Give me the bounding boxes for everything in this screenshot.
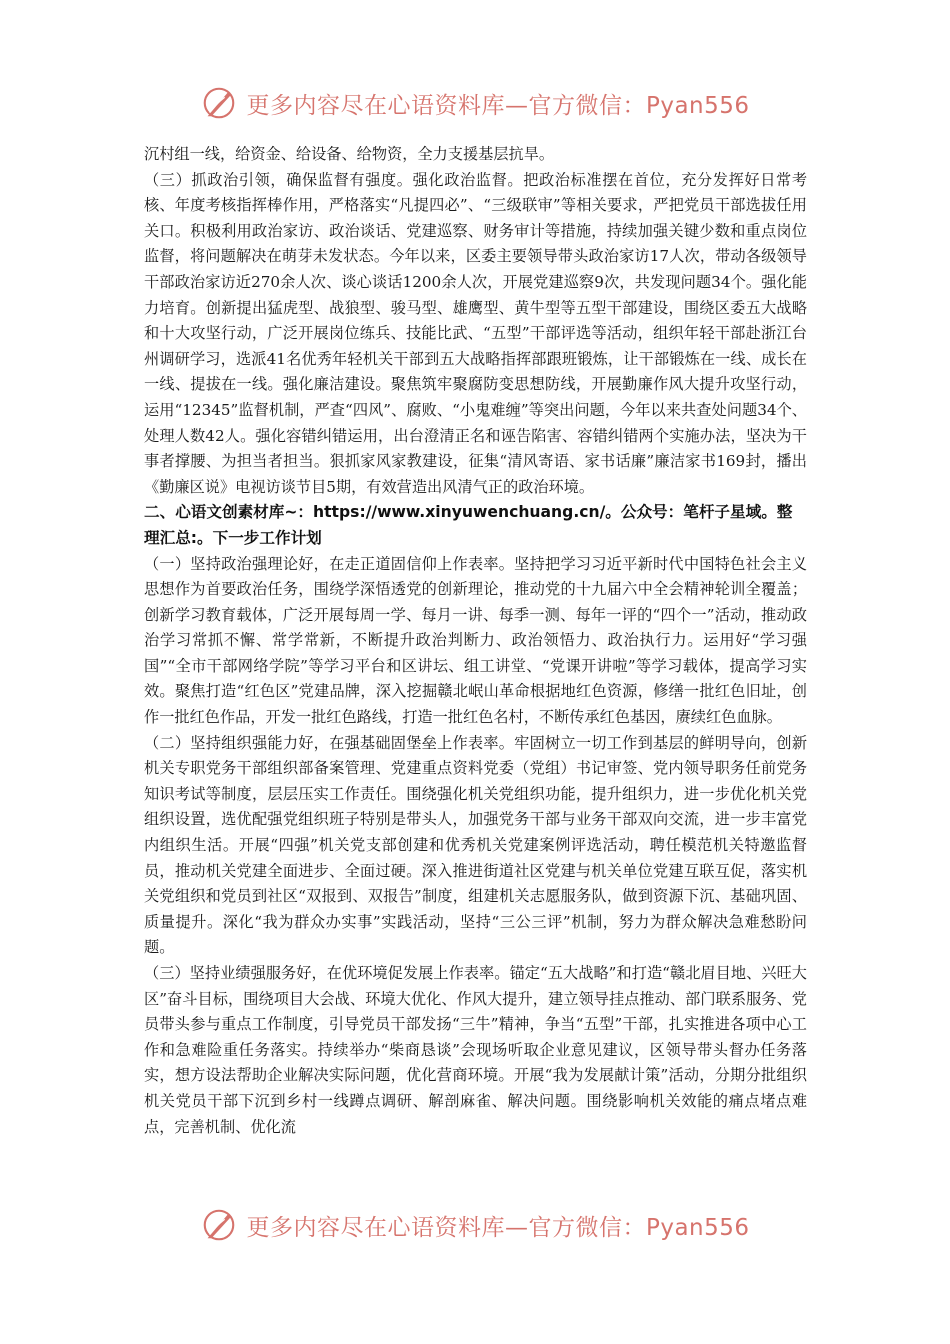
paragraph-plan-three: （三）坚持业绩强服务好，在优环境促发展上作表率。锚定“五大战略”和打造“赣北眉目地、兴旺大区”奋斗目标，围绕项目大会战、环境大优化、作风大提升，建立领导挂点推动、部门联系服务、党员带头参与重点工作制度，引导党员干部发扬“三牛”精神，争当“五型”干部，扎实推进各项中心工作和急难险重任务落实。持续举办“柴商恳谈”会现场听取企业意见建议，区领导带头督办任务落实，想方设法帮助企业解决实际问题，优化营商环境。开展“我为发展献计策”活动，分期分批组织机关党员干部下沉到乡村一线蹲点调研、解剖麻雀、解决问题。围绕影响机关效能的痛点堵点难点，完善机制、优化流	[144, 964, 807, 1136]
watermark-footer	[0, 1206, 950, 1244]
section-heading-next-plan: 二、心语文创素材库~：https://www.xinyuwenchuang.cn/。公众号：笔杆子星域。整理汇总:。下一步工作计划	[144, 503, 793, 547]
paragraph-plan-one: （一）坚持政治强理论好，在走正道固信仰上作表率。坚持把学习习近平新时代中国特色社会主义思想作为首要政治任务，围绕学深悟透党的创新理论，推动党的十九届六中全会精神轮训全覆盖；创新学习教育载体，广泛开展每周一学、每月一讲、每季一测、每年一评的“四个一”活动，推动政治学习常抓不懈、常学常新，不断提升政治判断力、政治领悟力、政治执行力。运用好“学习强国”“全市干部网络学院”等学习平台和区讲坛、组工讲堂、“党课开讲啦”等学习载体，提高学习实效。聚焦打造“红色区”党建品牌，深入挖掘赣北岷山革命根据地红色资源，修缮一批红色旧址，创作一批红色作品，开发一批红色路线，打造一批红色名村，不断传承红色基因，赓续红色血脉。	[144, 554, 807, 727]
watermark-text: 更多内容尽在心语资料库—官方微信：Pyan556	[246, 92, 750, 119]
paragraph-section-three-supervision: （三）抓政治引领，确保监督有强度。强化政治监督。把政治标准摆在首位，充分发挥好日常考核、年度考核指挥棒作用，严格落实“凡提四必”、“三级联审”等相关要求，严把党员干部选拔任用关口。积极利用政治家访、政治谈话、党建巡察、财务审计等措施，持续加强关键少数和重点岗位监督，将问题解决在萌芽未发状态。今年以来，区委主要领导带头政治家访17人次，带动各级领导干部政治家访近270余人次、谈心谈话1200余人次，开展党建巡察9次，共发现问题34个。强化能力培育。创新提出猛虎型、战狼型、骏马型、雄鹰型、黄牛型等五型干部建设，围绕区委五大战略和十大攻坚行动，广泛开展岗位练兵、技能比武、“五型”干部评选等活动，组织年轻干部赴浙江台州调研学习，选派41名优秀年轻机关干部到五大战略指挥部跟班锻炼，让干部锻炼在一线、成长在一线、提拔在一线。强化廉洁建设。聚焦筑牢聚腐防变思想防线，开展勤廉作风大提升攻坚行动，运用“12345”监督机制，严查“四风”、腐败、“小鬼难缠”等突出问题，今年以来共查处问题34个、处理人数42人。强化容错纠错运用，出台澄清正名和诬告陷害、容错纠错两个实施办法，坚决为干事者撑腰、为担当者担当。狠抓家风家教建设，征集“清风寄语、家书话廉”廉洁家书169封，播出《勤廉区说》电视访谈节目5期，有效营造出风清气正的政治环境。	[144, 170, 807, 496]
paragraph-plan-two: （二）坚持组织强能力好，在强基础固堡垒上作表率。牢固树立一切工作到基层的鲜明导向，创新机关专职党务干部组织部备案管理、党建重点资料党委（党组）书记审签、党内领导职务任前党务知识考试等制度，层层压实工作责任。围绕强化机关党组织功能，提升组织力，进一步优化机关党组织设置，选优配强党组织班子特别是带头人，加强党务干部与业务干部双向交流，进一步丰富党内组织生活。开展“四强”机关党支部创建和优秀机关党建案例评选活动，聘任模范机关特邀监督员，推动机关党建全面进步、全面过硬。深入推进街道社区党建与机关单位党建互联互促，落实机关党组织和党员到社区“双报到、双报告”制度，组建机关志愿服务队，做到资源下沉、基础巩固、质量提升。深化“我为群众办实事”实践活动，坚持“三公三评”机制，努力为群众解决急难愁盼问题。	[144, 733, 807, 957]
quill-logo-icon	[200, 1206, 238, 1244]
paragraph-continuation: 沉村组一线，给资金、给设备、给物资，全力支援基层抗旱。	[144, 145, 555, 163]
quill-logo-icon	[200, 84, 238, 122]
watermark-text: 更多内容尽在心语资料库—官方微信：Pyan556	[246, 1214, 750, 1241]
watermark-header	[0, 84, 950, 122]
document-body	[144, 142, 807, 1140]
